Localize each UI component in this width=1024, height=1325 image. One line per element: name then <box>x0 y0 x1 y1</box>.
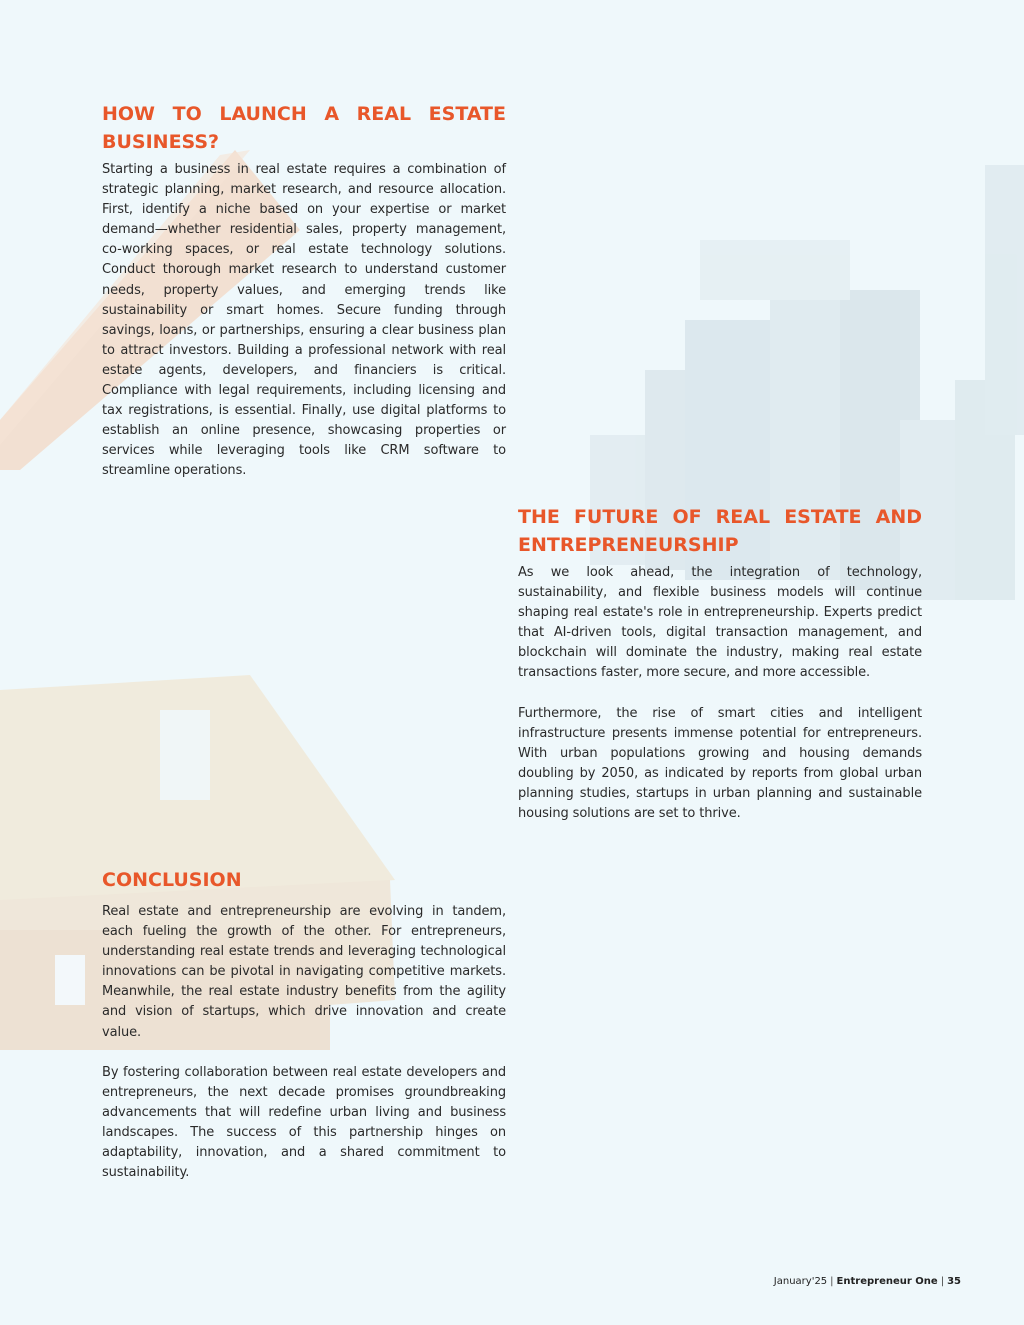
section-heading: CONCLUSION <box>102 869 242 891</box>
section-future <box>518 503 922 824</box>
section-paragraph: Starting a business in real estate requires a combination of strategic planning, market research, and resource allocation. First, identify a niche based on your expertise or market demand—whether residential sales, property management, co-working spaces, or real estate technology solutions. Conduct thorough market research to understand customer needs, property values, and emerging trends like sustainability or smart homes. Secure funding through savings, loans, or partnerships, ensuring a clear business plan to attract investors. Building a professional network with real estate agents, developers, and financiers is critical. Compliance with legal requirements, including licensing and tax registrations, is essential. Finally, use digital platforms to establish an online presence, showcasing properties or services while leveraging tools like CRM software to streamline operations. <box>102 162 506 479</box>
footer-magazine: Entrepreneur One <box>836 1276 938 1287</box>
section-heading: THE FUTURE OF REAL ESTATE AND ENTREPRENEURSHIP <box>518 506 922 556</box>
section-paragraph: By fostering collaboration between real estate developers and entrepreneurs, the next decade promises groundbreaking advancements that will redefine urban living and business landscapes. The success of this partnership hinges on adaptability, innovation, and a shared commitment to sustainability. <box>102 1064 506 1181</box>
section-paragraph: Furthermore, the rise of smart cities and intelligent infrastructure presents immense potential for entrepreneurs. With urban populations growing and housing demands doubling by 2050, as indicated by reports from global urban planning studies, startups in urban planning and sustainable housing solutions are set to thrive. <box>518 705 922 822</box>
footer-separator: | <box>830 1276 834 1287</box>
section-conclusion <box>102 866 506 1183</box>
section-paragraph: As we look ahead, the integration of technology, sustainability, and flexible business models will continue shaping real estate's role in entrepreneurship. Experts predict that AI-driven tools, digital transaction management, and blockchain will dominate the industry, making real estate transactions faster, more secure, and more accessible. <box>518 565 922 681</box>
section-paragraph: Real estate and entrepreneurship are evolving in tandem, each fueling the growth of the other. For entrepreneurs, understanding real estate trends and leveraging technological innovations can be pivotal in navigating competitive markets. Meanwhile, the real estate industry benefits from the agility and vision of startups, which drive innovation and create value. <box>102 904 506 1040</box>
section-launch <box>102 100 506 482</box>
footer-issue: January'25 <box>773 1276 828 1287</box>
section-heading: HOW TO LAUNCH A REAL ESTATE BUSINESS? <box>102 103 506 153</box>
page-footer <box>774 1276 961 1287</box>
footer-page-number: 35 <box>947 1276 961 1287</box>
footer-separator: | <box>940 1276 945 1287</box>
